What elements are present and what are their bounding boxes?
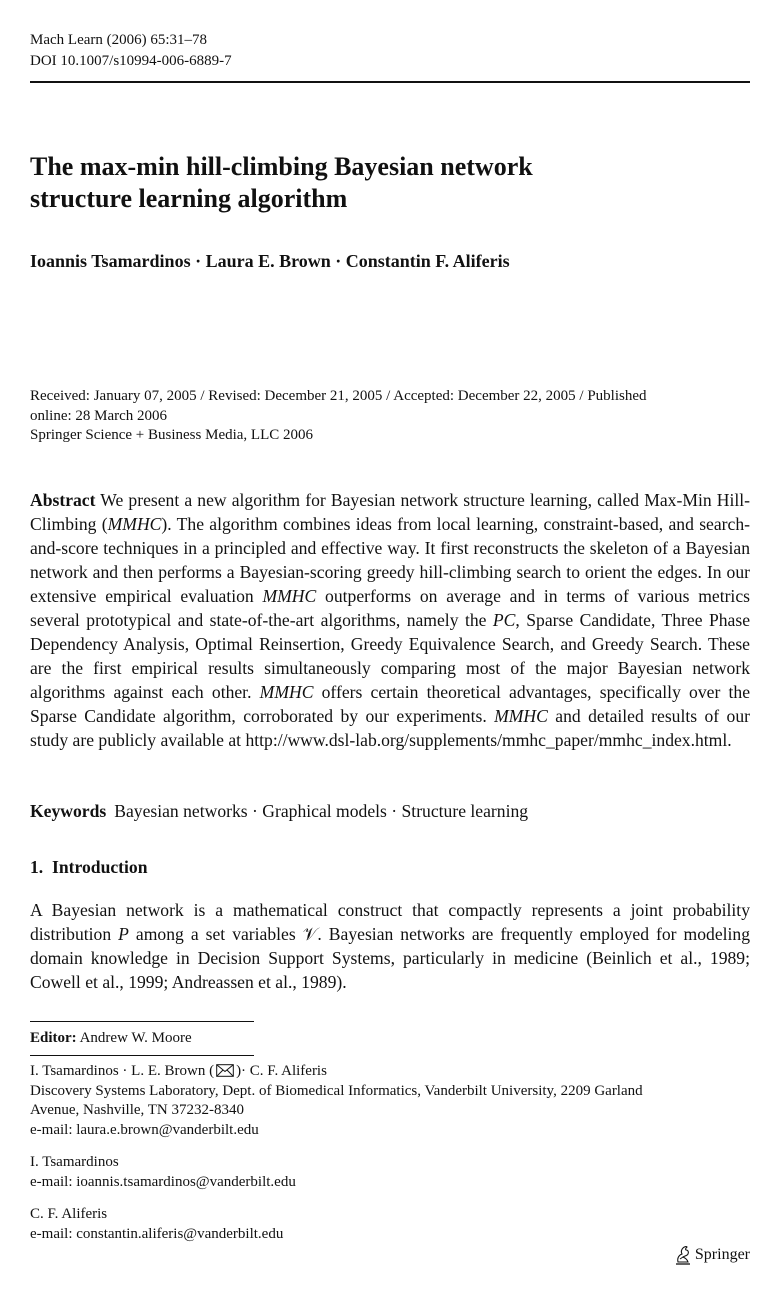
section-heading — [30, 855, 148, 879]
section-number: 1. — [30, 857, 44, 877]
affiliation-line-2: Discovery Systems Laboratory, Dept. of Biomedical Informatics, Vanderbilt University, 2209 Garland — [30, 1082, 643, 1099]
abstract-mmhc-1: MMHC — [107, 514, 162, 534]
affiliation-block — [30, 1062, 750, 1140]
keywords-label: Keywords — [30, 801, 107, 821]
affiliation-email[interactable]: e-mail: laura.e.brown@vanderbilt.edu — [30, 1121, 259, 1138]
intro-var-v: 𝒱 — [302, 924, 318, 944]
contact-aliferis — [30, 1205, 283, 1244]
abstract — [30, 488, 750, 752]
title-line-1: The max-min hill-climbing Bayesian network — [30, 152, 533, 181]
abstract-mmhc-2: MMHC — [262, 586, 317, 606]
editor-label: Editor: — [30, 1030, 77, 1046]
header-rule — [30, 81, 750, 83]
intro-var-p: P — [118, 924, 129, 944]
abstract-mmhc-3: MMHC — [259, 682, 314, 702]
footnote-rule-2 — [30, 1055, 254, 1056]
intro-text-2: among a set variables — [128, 924, 303, 944]
journal-citation: Mach Learn (2006) 65:31–78 — [30, 32, 208, 48]
journal-header — [30, 30, 232, 72]
abstract-text-1: We present a new algorithm for Bayesian network structure learning, called Max-Min Hill-Climbing ( — [30, 490, 750, 534]
affiliation-line-3: Avenue, Nashville, TN 37232-8340 — [30, 1102, 244, 1118]
dates-line-2: online: 28 March 2006 — [30, 407, 168, 424]
affiliation-names-a: I. Tsamardinos · L. E. Brown ( — [30, 1063, 215, 1079]
abstract-label: Abstract — [30, 490, 96, 510]
editor-name: Andrew W. Moore — [76, 1030, 192, 1046]
abstract-text-5: offers certain theoretical advantages, specifically over the Sparse Candidate algorithm, corroborated by our experiments. — [30, 682, 751, 726]
copyright-line: Springer Science + Business Media, LLC 2006 — [30, 427, 314, 443]
abstract-pc: PC — [492, 610, 516, 630]
title-line-2: structure learning algorithm — [30, 184, 348, 213]
envelope-icon — [216, 1064, 234, 1077]
section-title: Introduction — [52, 857, 148, 877]
contact-email[interactable]: e-mail: ioannis.tsamardinos@vanderbilt.edu — [30, 1173, 296, 1190]
springer-logo — [673, 1244, 750, 1266]
keywords-list: Bayesian networks · Graphical models · Structure learning — [114, 801, 529, 821]
keywords — [30, 799, 528, 823]
abstract-text-4: , Sparse Candidate, Three Phase Dependency Analysis, Optimal Reinsertion, Greedy Equivalence Search, and Greedy Search. These are the first empirical results simultaneously comparing most of the major Bayesian network algorithms against each other. — [30, 610, 751, 702]
contact-name: I. Tsamardinos — [30, 1154, 119, 1170]
paper-title — [30, 151, 750, 215]
editor-note — [30, 1028, 192, 1048]
publisher-name: Springer — [694, 1246, 750, 1263]
intro-text-1: A Bayesian network is a mathematical construct that compactly represents a joint probability distribution — [30, 900, 750, 944]
doi[interactable]: DOI 10.1007/s10994-006-6889-7 — [30, 53, 232, 69]
abstract-text-3: outperforms on average and in terms of various metrics several prototypical and state-of-the-art algorithms, namely the — [30, 586, 750, 630]
intro-text-3: . Bayesian networks are frequently employed for modeling domain knowledge in Decision Support Systems, particularly in medicine (Beinlich et al., 1989; Cowell et al., 1999; Andreassen et al., 1989). — [30, 924, 751, 992]
abstract-mmhc-4: MMHC — [494, 706, 548, 726]
affiliation-names-b: )· C. F. Aliferis — [236, 1063, 327, 1079]
contact-name: C. F. Aliferis — [30, 1206, 108, 1222]
abstract-text-2: ). The algorithm combines ideas from local learning, constraint-based, and search-and-score techniques in a principled and effective way. It first reconstructs the skeleton of a Bayesian network and then performs a Bayesian-scoring greedy hill-climbing search to orient the edges. In our extensive empirical evaluation — [30, 514, 750, 606]
footnote-rule-1 — [30, 1021, 254, 1022]
contact-email[interactable]: e-mail: constantin.aliferis@vanderbilt.edu — [30, 1225, 284, 1242]
contact-tsamardinos — [30, 1153, 296, 1192]
publication-dates — [30, 387, 750, 446]
abstract-text-6: and detailed results of our study are publicly available at http://www.dsl-lab.org/supplements/mmhc_paper/mmhc_index.html. — [30, 706, 751, 750]
dates-line-1: Received: January 07, 2005 / Revised: December 21, 2005 / Accepted: December 22, 2005 / Published — [30, 388, 647, 404]
springer-horse-icon — [673, 1244, 693, 1266]
affiliation-names — [30, 1062, 750, 1082]
intro-paragraph — [30, 898, 750, 994]
author-list: Ioannis Tsamardinos · Laura E. Brown · Constantin F. Aliferis — [30, 251, 510, 271]
